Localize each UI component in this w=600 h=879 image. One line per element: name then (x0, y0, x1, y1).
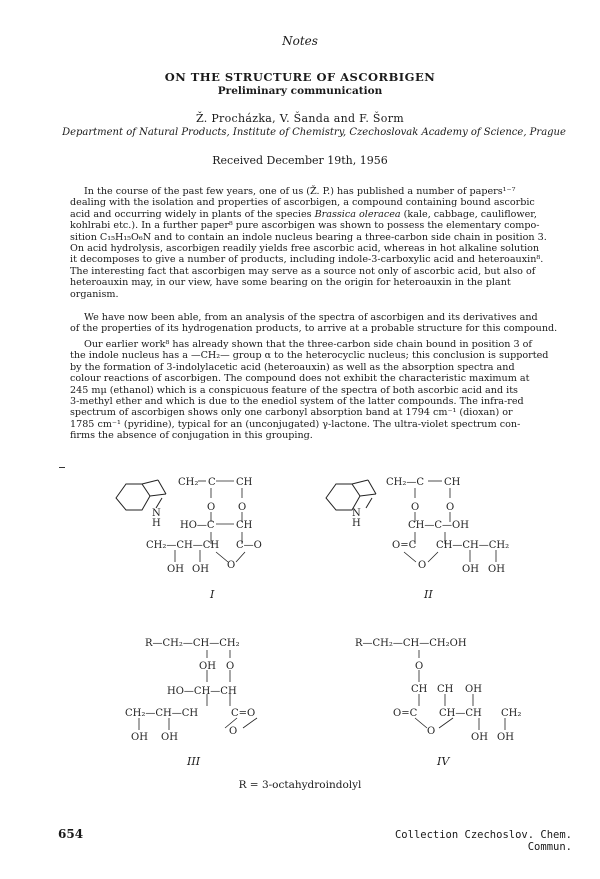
text-span: (kale, cabbage, cauliflower, (400, 208, 537, 220)
chem-group: OH (488, 564, 505, 575)
h-label: H (152, 518, 161, 529)
running-head: Notes (282, 34, 318, 48)
chem-group: O (207, 502, 216, 513)
ring-oxygen: O (427, 726, 436, 737)
authors: Ž. Procházka, V. Šanda and F. Šorm (196, 112, 404, 125)
text-line: spectrum of ascorbigen shows only one carbonyl absorption band at 1794 cm⁻¹ (dioxan) or (70, 407, 513, 419)
indole-ring-II (326, 480, 376, 510)
chem-group: CH₂ (178, 477, 199, 488)
indole-ring-I (116, 480, 166, 510)
text-line: it decomposes to give a number of products, including indole-3-carboxylic acid and heteroauxin⁸. (70, 254, 544, 266)
chem-group: O=C (393, 708, 418, 719)
text-span: acid and occurring widely in plants of the species (70, 208, 315, 220)
text-line: On acid hydrolysis, ascorbigen readily yields free ascorbic acid, whereas in hot alkaline solution (70, 243, 540, 255)
text-line: by the formation of 3-indolylacetic acid (heteroauxin) as well as the absorption spectra and (70, 361, 515, 373)
ring-oxygen: O (227, 560, 236, 571)
article-title: ON THE STRUCTURE OF ASCORBIGEN (164, 70, 436, 84)
text-line: The interesting fact that ascorbigen may serve as a source not only of ascorbic acid, but also of (70, 265, 536, 277)
h-label: H (352, 518, 361, 529)
received-date: Received December 19th, 1956 (212, 154, 388, 167)
text-line: We have now been able, from an analysis of the spectra of ascorbigen and its derivatives and (84, 312, 538, 323)
paragraph-3 (70, 339, 572, 442)
chem-group: HO—C (180, 520, 215, 531)
affiliation: Department of Natural Products, Institute of Chemistry, Czechoslovak Academy of Science, Prague (62, 127, 566, 138)
nh-label: N (152, 508, 161, 519)
chem-group: R—CH₂—CH—CH₂ (145, 638, 240, 649)
journal-name: Collection Czechoslov. Chem. Commun. (394, 829, 572, 853)
text-line: In the course of the past few years, one of us (Ž. P.) has published a number of papers¹⁻⁷ (84, 186, 516, 197)
paragraph-1 (70, 186, 572, 300)
paragraph-2 (70, 312, 572, 335)
chem-group: CH₂—CH—CH (146, 540, 220, 551)
text-line: firms the absence of conjugation in this grouping. (70, 430, 313, 442)
chem-group: OH (131, 732, 148, 743)
chem-group: CH—C—OH (408, 520, 469, 531)
article-subtitle: Preliminary communication (217, 85, 383, 97)
page-number: 654 (58, 827, 84, 841)
chem-group: O (226, 661, 235, 672)
chem-group: OH (161, 732, 178, 743)
chem-group: C=O (231, 708, 256, 719)
chem-group: R—CH₂—CH—CH₂OH (355, 638, 467, 649)
chem-group: CH₂ (501, 708, 522, 719)
chem-group: OH (199, 661, 216, 672)
text-line: 1785 cm⁻¹ (pyridine), typical for an (unconjugated) γ-lactone. The ultra-violet spectrum con- (70, 418, 521, 430)
text-line: 3-methyl ether and which is due to the enediol system of the latter compounds. The infra-red (70, 396, 524, 408)
chem-group: CH—CH—CH₂ (436, 540, 510, 551)
structure-label: II (424, 588, 433, 601)
chem-group: OH (462, 564, 479, 575)
nh-label: N (352, 508, 361, 519)
text-line: colour reactions of ascorbigen. The compound does not exhibit the characteristic maximum at (70, 373, 530, 385)
chem-group: OH (465, 684, 482, 695)
r-definition: R = 3-octahydroindolyl (238, 779, 362, 791)
chem-group: CH (236, 477, 253, 488)
text-line: heteroauxin may, in our view, have some bearing on the origin for heteroauxin in the plant (70, 277, 511, 289)
margin-mark (59, 467, 65, 468)
structure-IV (355, 632, 555, 772)
chem-group: O (238, 502, 247, 513)
chem-group: OH (497, 732, 514, 743)
structure-label: I (210, 588, 215, 601)
text-line: organism. (70, 288, 119, 300)
structure-II (320, 470, 530, 620)
chem-group: C—O (236, 540, 262, 551)
chem-group: OH (471, 732, 488, 743)
text-line: of the properties of its hydrogenation products, to arrive at a probable structure for this compound. (70, 323, 558, 335)
chem-group: CH₂—CH—CH (125, 708, 199, 719)
chem-group: CH (236, 520, 253, 531)
chem-group: OH (167, 564, 184, 575)
text-line: dealing with the isolation and properties of ascorbigen, a compound containing bound ascorbic (70, 197, 535, 209)
text-line: 245 mμ (ethanol) which is a conspicuous feature of the spectra of both ascorbic acid and its (70, 384, 518, 396)
chem-group: O=C (392, 540, 417, 551)
text-line: kohlrabi etc.). In a further paper⁸ pure ascorbigen was shown to possess the elementary compo- (70, 220, 540, 232)
ring-oxygen: O (418, 560, 427, 571)
chem-group: CH—CH (439, 708, 482, 719)
chem-group: C (208, 477, 216, 488)
chem-group: CH (444, 477, 461, 488)
chem-group: O (446, 502, 455, 513)
structure-III (125, 632, 305, 772)
ring-oxygen: O (229, 726, 238, 737)
chem-group: O (415, 661, 424, 672)
species-name: Brassica oleracea (314, 208, 401, 220)
chem-group: OH (192, 564, 209, 575)
chem-group: HO—CH—CH (167, 686, 237, 697)
chem-group: CH (437, 684, 454, 695)
chem-group: CH (411, 684, 428, 695)
structure-label: III (187, 755, 201, 768)
structure-label: IV (437, 755, 450, 768)
text-line: sition C₁₅H₁₅O₆N and to contain an indole nucleus bearing a three-carbon side chain in position 3. (70, 231, 547, 243)
chem-group: CH₂—C (386, 477, 425, 488)
text-line: Our earlier work⁸ has already shown that the three-carbon side chain bound in position 3 of (84, 339, 532, 350)
text-line (70, 209, 572, 220)
chem-group: O (411, 502, 420, 513)
structure-I (110, 470, 290, 620)
text-line: the indole nucleus has a —CH₂— group α to the heterocyclic nucleus; this conclusion is supported (70, 350, 549, 362)
